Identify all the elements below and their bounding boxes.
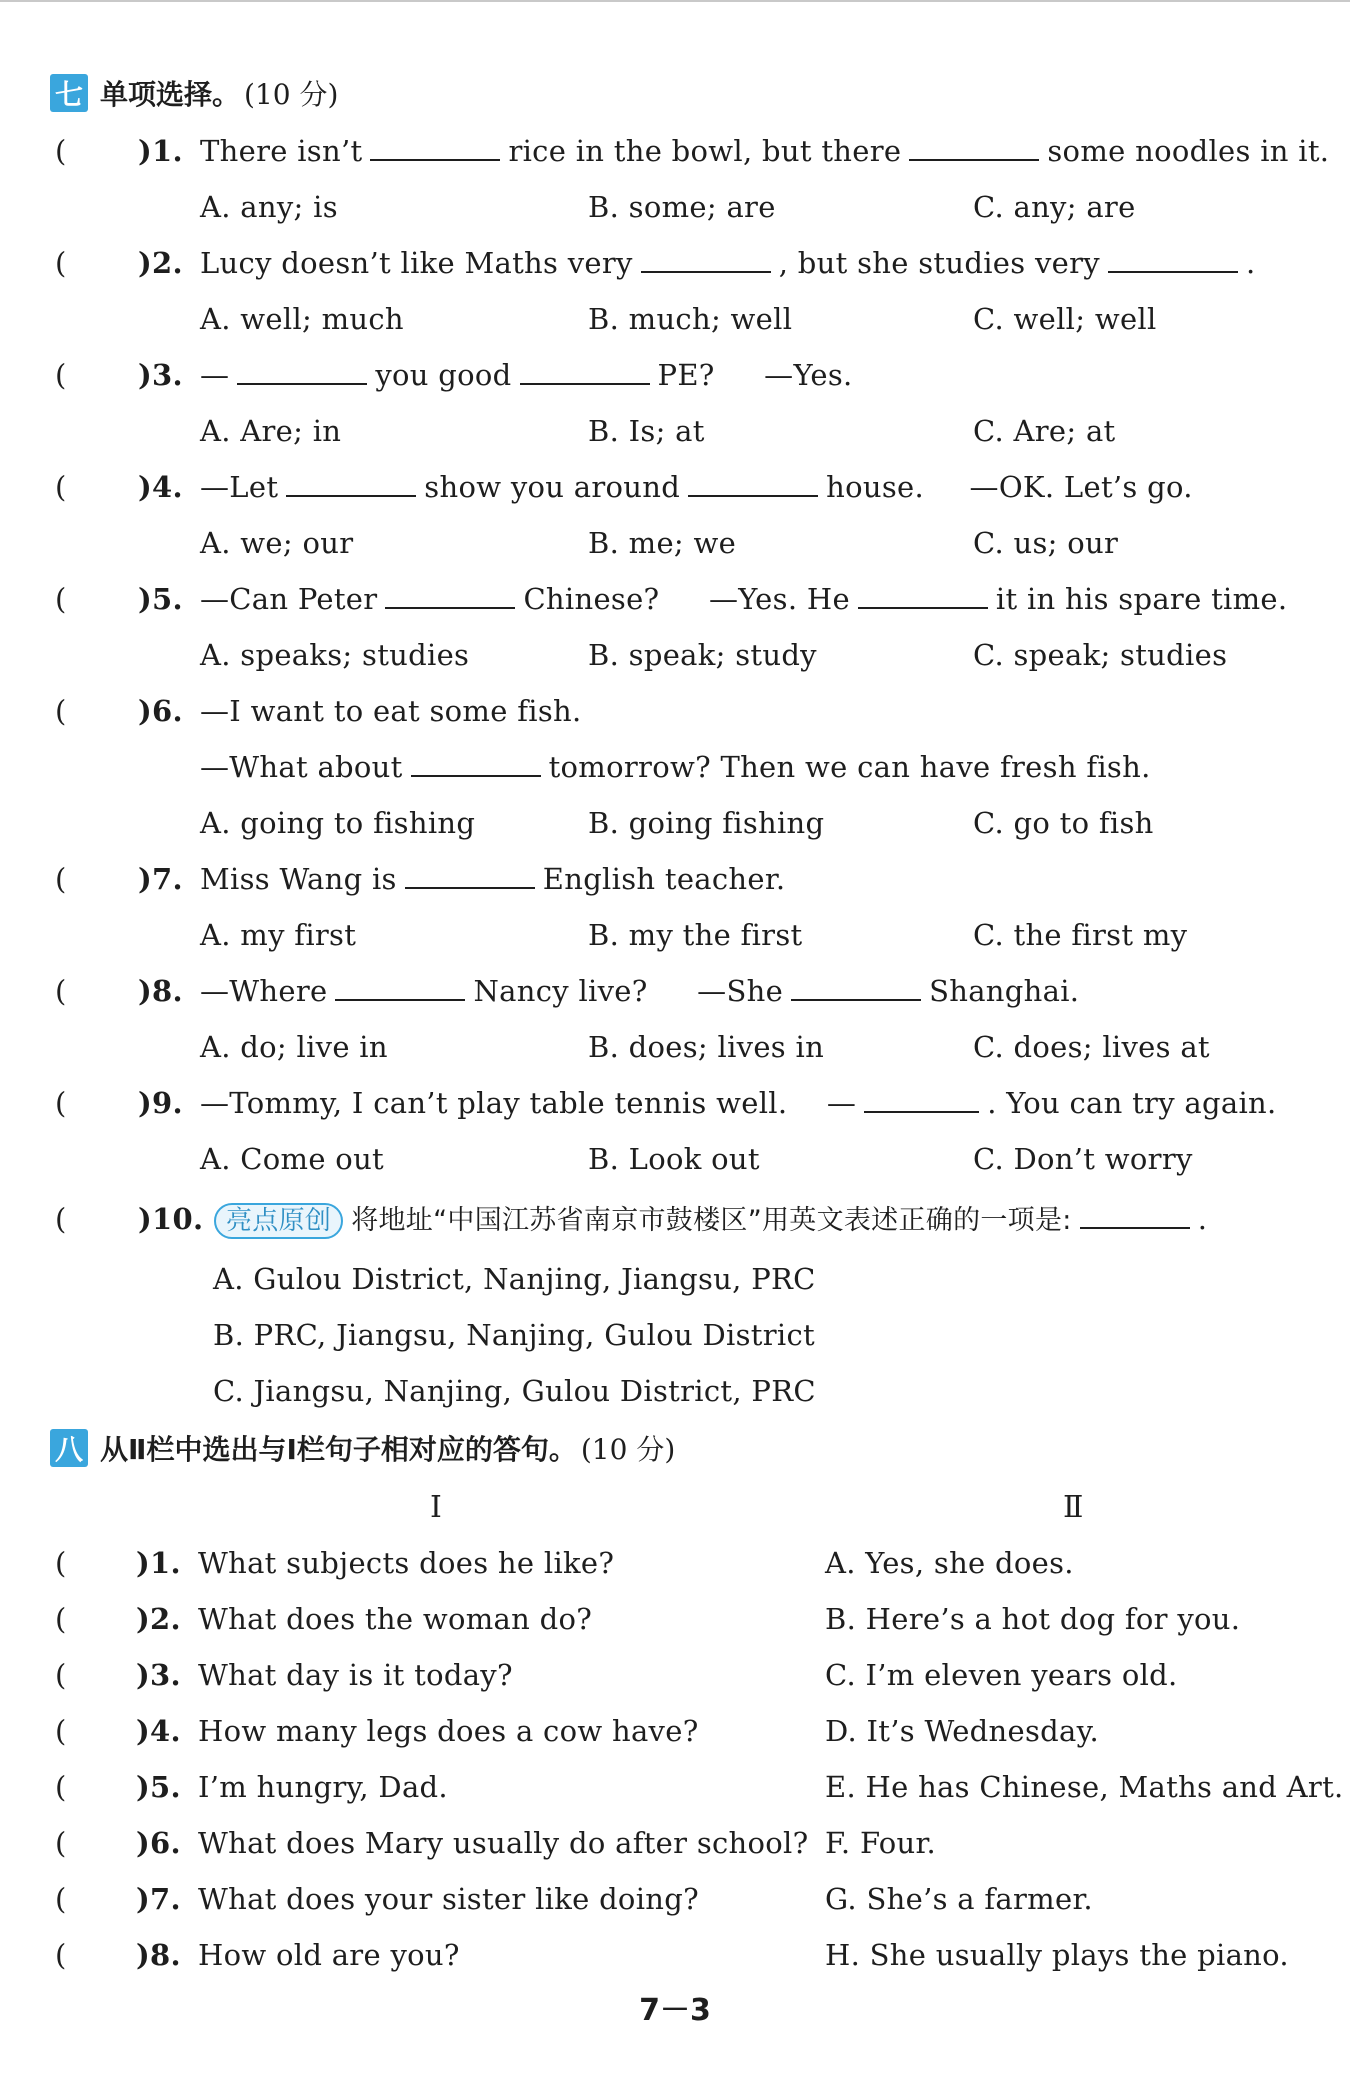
section-7-title: 单项选择。 bbox=[100, 78, 241, 111]
page-number: 7－3 bbox=[639, 1993, 711, 2028]
option-c[interactable]: C. Jiangsu, Nanjing, Gulou District, PRC bbox=[213, 1374, 816, 1408]
question-number: )5. bbox=[136, 1770, 181, 1804]
answer-paren: ( bbox=[55, 358, 67, 392]
column-2-answer: A. Yes, she does. bbox=[825, 1546, 1074, 1580]
question-number: )6. bbox=[138, 694, 183, 728]
column-1-sentence: What day is it today? bbox=[198, 1658, 513, 1692]
column-2-answer: D. It’s Wednesday. bbox=[825, 1714, 1099, 1748]
answer-blank[interactable] bbox=[370, 133, 500, 161]
question-number: )7. bbox=[138, 862, 183, 896]
answer-blank[interactable] bbox=[405, 861, 535, 889]
question-text: —Can Peter bbox=[200, 582, 378, 616]
answer-paren: ( bbox=[55, 1202, 67, 1236]
question-text: Nancy live? bbox=[473, 974, 648, 1008]
answer-paren: ( bbox=[55, 582, 67, 616]
answer-paren: ( bbox=[55, 862, 67, 896]
option-b[interactable]: B. going fishing bbox=[588, 806, 825, 840]
question-text: —Yes. He bbox=[708, 582, 850, 616]
answer-blank[interactable] bbox=[641, 245, 771, 273]
question-text: — bbox=[826, 1086, 857, 1120]
question-number: )8. bbox=[136, 1938, 181, 1972]
option-c[interactable]: C. the first my bbox=[973, 918, 1188, 952]
answer-blank[interactable] bbox=[411, 749, 541, 777]
question-number: )9. bbox=[138, 1086, 183, 1120]
question-text: . bbox=[1197, 1202, 1208, 1236]
column-2-answer: B. Here’s a hot dog for you. bbox=[825, 1602, 1241, 1636]
question-number: )4. bbox=[136, 1714, 181, 1748]
option-a[interactable]: A. going to fishing bbox=[200, 806, 476, 840]
answer-paren[interactable]: ( bbox=[55, 1714, 67, 1748]
answer-paren: ( bbox=[55, 470, 67, 504]
question-text: Shanghai. bbox=[929, 974, 1080, 1008]
question-number: )5. bbox=[138, 582, 183, 616]
question-number: )3. bbox=[136, 1658, 181, 1692]
answer-blank[interactable] bbox=[520, 357, 650, 385]
top-border-line bbox=[0, 0, 1350, 2]
answer-blank[interactable] bbox=[688, 469, 818, 497]
option-c[interactable]: C. go to fish bbox=[973, 806, 1154, 840]
question-text: — bbox=[200, 358, 230, 392]
section-8-badge: 八 bbox=[50, 1429, 88, 1467]
column-1-sentence: I’m hungry, Dad. bbox=[198, 1770, 448, 1804]
answer-blank[interactable] bbox=[237, 357, 367, 385]
answer-paren[interactable]: ( bbox=[55, 1882, 67, 1916]
option-a[interactable]: A. Gulou District, Nanjing, Jiangsu, PRC bbox=[213, 1262, 816, 1296]
option-b[interactable]: B. me; we bbox=[588, 526, 737, 560]
column-2-answer: C. I’m eleven years old. bbox=[825, 1658, 1178, 1692]
column-2-answer: G. She’s a farmer. bbox=[825, 1882, 1093, 1916]
question-text: —Where bbox=[200, 974, 328, 1008]
question-number: )4. bbox=[138, 470, 183, 504]
option-b[interactable]: B. PRC, Jiangsu, Nanjing, Gulou District bbox=[213, 1318, 815, 1352]
column-2-answer: F. Four. bbox=[825, 1826, 937, 1860]
option-b[interactable]: B. does; lives in bbox=[588, 1030, 825, 1064]
answer-paren: ( bbox=[55, 974, 67, 1008]
question-text: it in his spare time. bbox=[995, 582, 1288, 616]
question-text: PE? bbox=[657, 358, 715, 392]
option-a[interactable]: A. well; much bbox=[200, 302, 404, 336]
column-1-sentence: How many legs does a cow have? bbox=[198, 1714, 699, 1748]
option-c[interactable]: C. does; lives at bbox=[973, 1030, 1210, 1064]
option-a[interactable]: A. my first bbox=[200, 918, 357, 952]
option-a[interactable]: A. Come out bbox=[200, 1142, 384, 1176]
question-text: English teacher. bbox=[542, 862, 786, 896]
answer-paren[interactable]: ( bbox=[55, 1826, 67, 1860]
column-2-answer: E. He has Chinese, Maths and Art. bbox=[825, 1770, 1344, 1804]
option-b[interactable]: B. Look out bbox=[588, 1142, 760, 1176]
option-c[interactable]: C. Don’t worry bbox=[973, 1142, 1193, 1176]
column-1-sentence: How old are you? bbox=[198, 1938, 460, 1972]
option-c[interactable]: C. any; are bbox=[973, 190, 1136, 224]
section-7-header bbox=[50, 73, 338, 113]
answer-paren[interactable]: ( bbox=[55, 1770, 67, 1804]
question-text: show you around bbox=[424, 470, 681, 504]
column-2-answer: H. She usually plays the piano. bbox=[825, 1938, 1289, 1972]
section-8-title: 从Ⅱ栏中选出与Ⅰ栏句子相对应的答句。 bbox=[100, 1433, 577, 1466]
option-b[interactable]: B. my the first bbox=[588, 918, 803, 952]
section-8-header bbox=[50, 1428, 675, 1468]
answer-blank[interactable] bbox=[858, 581, 988, 609]
column-1-sentence: What does your sister like doing? bbox=[198, 1882, 699, 1916]
question-text: —Tommy, I can’t play table tennis well. bbox=[200, 1086, 788, 1120]
question-text: . You can try again. bbox=[987, 1086, 1277, 1120]
answer-blank[interactable] bbox=[335, 973, 465, 1001]
answer-blank[interactable] bbox=[286, 469, 416, 497]
section-7-badge: 七 bbox=[50, 74, 88, 112]
question-text: Lucy doesn’t like Maths very bbox=[200, 246, 633, 280]
question-text: some noodles in it. bbox=[1047, 134, 1330, 168]
option-b[interactable]: B. speak; study bbox=[588, 638, 817, 672]
question-text: There isn’t bbox=[200, 134, 363, 168]
question-text: , but she studies very bbox=[778, 246, 1100, 280]
question-number: )10. bbox=[138, 1202, 204, 1236]
option-c[interactable]: C. speak; studies bbox=[973, 638, 1228, 672]
answer-paren: ( bbox=[55, 246, 67, 280]
option-b[interactable]: B. Is; at bbox=[588, 414, 705, 448]
option-a[interactable]: A. do; live in bbox=[200, 1030, 388, 1064]
question-number: )7. bbox=[136, 1882, 181, 1916]
answer-paren[interactable]: ( bbox=[55, 1546, 67, 1580]
option-a[interactable]: A. Are; in bbox=[200, 414, 342, 448]
answer-blank[interactable] bbox=[1108, 245, 1238, 273]
question-text: —What about bbox=[200, 750, 403, 784]
question-text: you good bbox=[375, 358, 512, 392]
question-text: —Let bbox=[200, 470, 279, 504]
question-text: Miss Wang is bbox=[200, 862, 397, 896]
answer-paren[interactable]: ( bbox=[55, 1602, 67, 1636]
question-text: —I want to eat some fish. bbox=[200, 694, 582, 728]
original-highlight-badge: 亮点原创 bbox=[214, 1203, 343, 1239]
question-number: )8. bbox=[138, 974, 183, 1008]
question-6-line-2 bbox=[200, 749, 1151, 785]
answer-paren: ( bbox=[55, 134, 67, 168]
question-text: Chinese? bbox=[523, 582, 660, 616]
column-2-heading: Ⅱ bbox=[1063, 1490, 1084, 1525]
answer-paren: ( bbox=[55, 1086, 67, 1120]
question-number: )3. bbox=[138, 358, 183, 392]
answer-blank[interactable] bbox=[909, 133, 1039, 161]
answer-paren: ( bbox=[55, 694, 67, 728]
question-text: . bbox=[1245, 246, 1256, 280]
question-number: )6. bbox=[136, 1826, 181, 1860]
question-number: )1. bbox=[136, 1546, 181, 1580]
answer-blank[interactable] bbox=[1080, 1201, 1190, 1229]
question-number: )2. bbox=[138, 246, 183, 280]
answer-blank[interactable] bbox=[791, 973, 921, 1001]
column-1-sentence: What subjects does he like? bbox=[198, 1546, 615, 1580]
question-text: —OK. Let’s go. bbox=[969, 470, 1193, 504]
question-text: —She bbox=[697, 974, 784, 1008]
column-1-sentence: What does Mary usually do after school? bbox=[198, 1826, 809, 1860]
answer-paren[interactable]: ( bbox=[55, 1938, 67, 1972]
option-b[interactable]: B. some; are bbox=[588, 190, 776, 224]
option-a[interactable]: A. any; is bbox=[200, 190, 338, 224]
question-text: 将地址“中国江苏省南京市鼓楼区”用英文表述正确的一项是: bbox=[351, 1205, 1072, 1236]
option-b[interactable]: B. much; well bbox=[588, 302, 793, 336]
answer-blank[interactable] bbox=[864, 1085, 979, 1113]
question-text: rice in the bowl, but there bbox=[508, 134, 902, 168]
option-a[interactable]: A. speaks; studies bbox=[200, 638, 470, 672]
question-text: —Yes. bbox=[764, 358, 853, 392]
option-a[interactable]: A. we; our bbox=[200, 526, 354, 560]
question-text: tomorrow? Then we can have fresh fish. bbox=[548, 750, 1151, 784]
option-c[interactable]: C. Are; at bbox=[973, 414, 1116, 448]
option-c[interactable]: C. well; well bbox=[973, 302, 1157, 336]
option-c[interactable]: C. us; our bbox=[973, 526, 1119, 560]
question-number: )2. bbox=[136, 1602, 181, 1636]
section-7-score: (10 分) bbox=[244, 78, 339, 111]
answer-blank[interactable] bbox=[385, 581, 515, 609]
column-1-sentence: What does the woman do? bbox=[198, 1602, 593, 1636]
section-8-score: (10 分) bbox=[580, 1433, 676, 1466]
question-text: house. bbox=[826, 470, 925, 504]
column-1-heading: Ⅰ bbox=[430, 1490, 442, 1525]
question-number: )1. bbox=[138, 134, 183, 168]
answer-paren[interactable]: ( bbox=[55, 1658, 67, 1692]
